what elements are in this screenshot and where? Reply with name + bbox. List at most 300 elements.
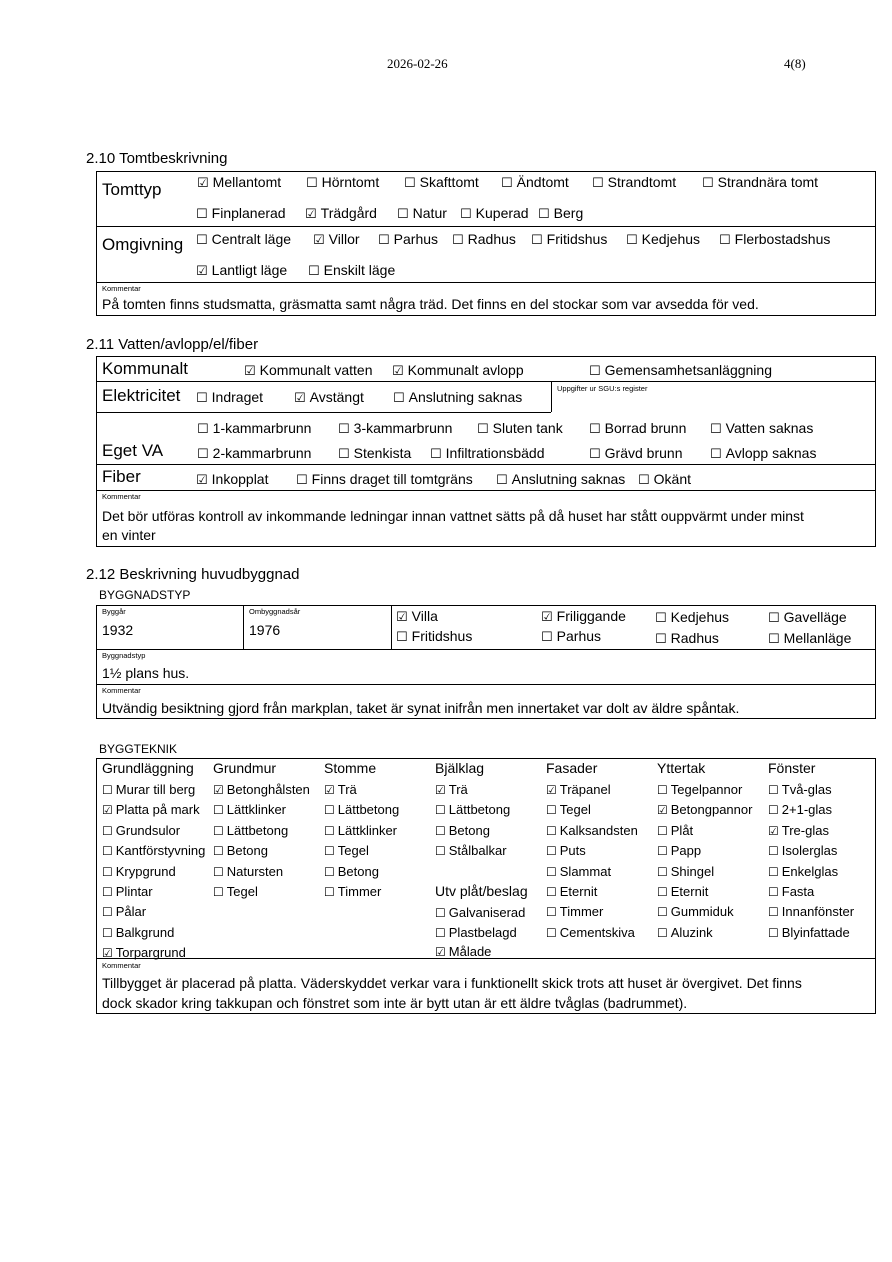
page-date: 2026-02-26 bbox=[387, 56, 448, 71]
unchecked-box-icon: ☐ bbox=[546, 885, 557, 899]
unchecked-box-icon: ☐ bbox=[589, 422, 601, 437]
unchecked-box-icon: ☐ bbox=[102, 905, 113, 920]
unchecked-box-icon: ☐ bbox=[657, 905, 668, 920]
checkbox-murar-till-berg[interactable] bbox=[102, 782, 195, 797]
checkbox-lattbetong[interactable] bbox=[324, 802, 399, 817]
checked-box-icon: ☑ bbox=[244, 364, 256, 379]
checked-box-icon: ☑ bbox=[102, 803, 113, 818]
divider bbox=[96, 649, 876, 650]
checkbox-trapanel[interactable] bbox=[546, 782, 611, 797]
checkbox-label: Fritidshus bbox=[546, 231, 608, 247]
divider bbox=[243, 605, 244, 649]
unchecked-box-icon: ☐ bbox=[324, 864, 335, 879]
checkbox-mellanlage[interactable] bbox=[768, 630, 851, 647]
checkbox-fasta[interactable] bbox=[768, 884, 814, 899]
checkbox-krypgrund[interactable] bbox=[102, 864, 176, 879]
checkbox-slammat[interactable] bbox=[546, 864, 611, 879]
checkbox-label: Infiltrationsbädd bbox=[445, 445, 545, 461]
checkbox-kommunalt-avlopp[interactable] bbox=[392, 362, 524, 379]
unchecked-box-icon: ☐ bbox=[546, 905, 557, 920]
checkbox-galvaniserad[interactable] bbox=[435, 905, 525, 920]
checked-box-icon: ☑ bbox=[213, 783, 224, 797]
checkbox-label: 1-kammarbrunn bbox=[212, 420, 312, 436]
unchecked-box-icon: ☐ bbox=[768, 783, 779, 797]
unchecked-box-icon: ☐ bbox=[435, 925, 446, 940]
checked-box-icon: ☑ bbox=[294, 391, 306, 406]
checkbox-3-kammarbrunn[interactable] bbox=[338, 420, 452, 437]
checked-box-icon: ☑ bbox=[305, 207, 317, 222]
checkbox-label: Betong bbox=[337, 863, 379, 879]
checkbox-label: Lättbetong bbox=[448, 802, 511, 818]
unchecked-box-icon: ☐ bbox=[324, 885, 335, 899]
checkbox-label: Indraget bbox=[211, 389, 264, 405]
checkbox-tegel[interactable] bbox=[213, 884, 258, 899]
checkbox-strandtomt[interactable] bbox=[592, 174, 676, 191]
checkbox-villor[interactable] bbox=[313, 231, 360, 248]
unchecked-box-icon: ☐ bbox=[531, 233, 543, 248]
checkbox-label: Skafttomt bbox=[419, 174, 479, 190]
checkbox-palar[interactable] bbox=[102, 904, 146, 919]
unchecked-box-icon: ☐ bbox=[657, 783, 668, 797]
byggteknik-header: BYGGTEKNIK bbox=[99, 742, 178, 756]
checkbox-label: Friliggande bbox=[556, 608, 626, 624]
checkbox-label: Trä bbox=[337, 782, 357, 797]
checkbox-label: Mellantomt bbox=[212, 174, 282, 190]
checkbox-label: Finns draget till tomtgräns bbox=[311, 471, 473, 487]
checkbox-label: Flerbostadshus bbox=[734, 231, 831, 247]
checkbox-label: Lättklinker bbox=[226, 802, 287, 818]
checkbox-betong[interactable] bbox=[213, 843, 268, 858]
checkbox-label: Centralt läge bbox=[211, 231, 292, 247]
checkbox-label: Aluzink bbox=[670, 924, 713, 940]
checkbox-innanfonster[interactable] bbox=[768, 904, 854, 919]
checkbox-gavellage[interactable] bbox=[768, 609, 847, 626]
checkbox-lattklinker[interactable] bbox=[213, 802, 286, 817]
unchecked-box-icon: ☐ bbox=[501, 176, 513, 191]
unchecked-box-icon: ☐ bbox=[710, 447, 722, 462]
unchecked-box-icon: ☐ bbox=[397, 207, 409, 222]
checkbox-natursten[interactable] bbox=[213, 864, 283, 879]
checkbox-label: Betonghålsten bbox=[226, 782, 310, 797]
checkbox-tva-glas[interactable] bbox=[768, 782, 832, 797]
byggteknik-comment-line1: Tillbygget är placerad på platta. Väderskyddet verkar vara i funktionellt skick trots att huset är övergivet. Det finns bbox=[102, 975, 802, 991]
checked-box-icon: ☑ bbox=[196, 264, 208, 279]
checkbox-kommunalt-vatten[interactable] bbox=[244, 362, 373, 379]
checkbox-andtomt[interactable] bbox=[501, 174, 569, 191]
section-title-vatten: 2.11 Vatten/avlopp/el/fiber bbox=[86, 336, 259, 353]
unchecked-box-icon: ☐ bbox=[657, 885, 668, 899]
checkbox-betong[interactable] bbox=[324, 864, 379, 879]
checkbox-tegelpannor[interactable] bbox=[657, 782, 742, 797]
page-number: 4(8) bbox=[784, 56, 806, 71]
checkbox-label: Lättbetong bbox=[337, 802, 400, 818]
checkbox-parhus[interactable] bbox=[378, 231, 438, 248]
checked-box-icon: ☑ bbox=[197, 176, 209, 191]
checkbox-enkelglas[interactable] bbox=[768, 864, 838, 879]
checkbox-plintar[interactable] bbox=[102, 884, 153, 899]
checkbox-gummiduk[interactable] bbox=[657, 904, 734, 919]
checkbox-label: Inkopplat bbox=[211, 471, 269, 487]
checkbox-label: Plastbelagd bbox=[448, 924, 517, 940]
unchecked-box-icon: ☐ bbox=[213, 864, 224, 879]
checkbox-centralt-lage[interactable] bbox=[196, 231, 291, 248]
checkbox-gravd-brunn[interactable] bbox=[589, 445, 682, 462]
checkbox-sluten-tank[interactable] bbox=[477, 420, 563, 437]
unchecked-box-icon: ☐ bbox=[102, 844, 113, 859]
checkbox-lantligt-lage[interactable] bbox=[196, 262, 287, 279]
unchecked-box-icon: ☐ bbox=[102, 925, 113, 940]
checkbox-plastbelagd[interactable] bbox=[435, 925, 517, 940]
checkbox-avlopp-saknas[interactable] bbox=[710, 445, 816, 462]
checkbox-kantforstyvning[interactable] bbox=[102, 843, 205, 858]
checkbox-label: Grundsulor bbox=[115, 822, 181, 838]
checked-box-icon: ☑ bbox=[768, 823, 779, 838]
checkbox-tra[interactable] bbox=[324, 782, 357, 797]
checkbox-2-kammarbrunn[interactable] bbox=[197, 445, 311, 462]
checkbox-label: 3-kammarbrunn bbox=[353, 420, 453, 436]
checkbox-finplanerad[interactable] bbox=[196, 205, 286, 222]
checkbox-label: Platta på mark bbox=[115, 802, 200, 818]
checkbox-borrad-brunn[interactable] bbox=[589, 420, 686, 437]
checkbox-infiltrationsbadd[interactable] bbox=[430, 445, 545, 462]
checkbox-label: Papp bbox=[670, 843, 702, 859]
vatten-comment-line1: Det bör utföras kontroll av inkommande ledningar innan vattnet sätts på då huset har stått ouppvärmt under minst bbox=[102, 508, 804, 524]
checkbox-label: Stenkista bbox=[353, 445, 412, 461]
checked-box-icon: ☑ bbox=[396, 610, 408, 625]
column-header-yttertak: Yttertak bbox=[657, 760, 706, 776]
checkbox-cementskiva[interactable] bbox=[546, 925, 635, 940]
unchecked-box-icon: ☐ bbox=[638, 473, 650, 488]
unchecked-box-icon: ☐ bbox=[655, 611, 667, 626]
checkbox-label: Träpanel bbox=[559, 782, 611, 797]
checkbox-label: Två-glas bbox=[781, 782, 832, 797]
unchecked-box-icon: ☐ bbox=[546, 864, 557, 879]
checked-box-icon: ☑ bbox=[102, 946, 113, 961]
comment-label: Kommentar bbox=[102, 686, 141, 695]
unchecked-box-icon: ☐ bbox=[768, 844, 779, 859]
checkbox-radhus[interactable] bbox=[452, 231, 516, 248]
byggar-label: Byggår bbox=[102, 607, 126, 616]
unchecked-box-icon: ☐ bbox=[768, 885, 779, 899]
unchecked-box-icon: ☐ bbox=[196, 233, 208, 248]
unchecked-box-icon: ☐ bbox=[710, 422, 722, 437]
checkbox-finns-draget-till-tomtgrans[interactable] bbox=[296, 471, 473, 488]
checkbox-natur[interactable] bbox=[397, 205, 447, 222]
checkbox-label: Radhus bbox=[467, 231, 516, 247]
checkbox-label: Finplanerad bbox=[211, 205, 286, 221]
unchecked-box-icon: ☐ bbox=[538, 207, 550, 222]
checkbox-papp[interactable] bbox=[657, 843, 701, 858]
checkbox-stalbalkar[interactable] bbox=[435, 843, 507, 858]
checkbox-label: Puts bbox=[559, 843, 586, 859]
checkbox-malade[interactable] bbox=[435, 944, 491, 959]
checkbox-label: Murar till berg bbox=[115, 782, 196, 797]
unchecked-box-icon: ☐ bbox=[196, 391, 208, 406]
checkbox-label: Eternit bbox=[559, 884, 598, 899]
checkbox-tra[interactable] bbox=[435, 782, 468, 797]
checkbox-betonghalsten[interactable] bbox=[213, 782, 310, 797]
unchecked-box-icon: ☐ bbox=[460, 207, 472, 222]
unchecked-box-icon: ☐ bbox=[768, 925, 779, 940]
checkbox-label: Mellanläge bbox=[783, 630, 852, 646]
checkbox-label: Plintar bbox=[115, 884, 153, 899]
checkbox-blyinfattade[interactable] bbox=[768, 925, 850, 940]
checked-box-icon: ☑ bbox=[541, 610, 553, 625]
checkbox-betong[interactable] bbox=[435, 823, 490, 838]
unchecked-box-icon: ☐ bbox=[324, 803, 335, 818]
checkbox-mellantomt[interactable] bbox=[197, 174, 281, 191]
omgivning-label: Omgivning bbox=[102, 235, 184, 254]
unchecked-box-icon: ☐ bbox=[338, 422, 350, 437]
checkbox-tre-glas[interactable] bbox=[768, 823, 829, 838]
unchecked-box-icon: ☐ bbox=[213, 823, 224, 838]
checkbox-label: Radhus bbox=[670, 630, 719, 646]
checkbox-kuperad[interactable] bbox=[460, 205, 529, 222]
checkbox-berg[interactable] bbox=[538, 205, 583, 222]
checkbox-label: Enskilt läge bbox=[323, 262, 396, 278]
unchecked-box-icon: ☐ bbox=[324, 823, 335, 838]
unchecked-box-icon: ☐ bbox=[655, 632, 667, 647]
column-header-stomme: Stomme bbox=[324, 760, 377, 776]
checkbox-label: Betongpannor bbox=[670, 802, 753, 818]
checkbox-label: Kalksandsten bbox=[559, 822, 638, 838]
unchecked-box-icon: ☐ bbox=[308, 264, 320, 279]
column-header-fonster: Fönster bbox=[768, 760, 816, 776]
checkbox-label: Kommunalt avlopp bbox=[407, 362, 524, 378]
checkbox-eternit[interactable] bbox=[546, 884, 597, 899]
checkbox-label: Kedjehus bbox=[670, 609, 730, 625]
checkbox-horntomt[interactable] bbox=[306, 174, 379, 191]
checkbox-kalksandsten[interactable] bbox=[546, 823, 638, 838]
unchecked-box-icon: ☐ bbox=[657, 925, 668, 940]
checkbox-label: Parhus bbox=[556, 628, 602, 644]
checked-box-icon: ☑ bbox=[196, 473, 208, 488]
checkbox-balkgrund[interactable] bbox=[102, 925, 174, 940]
checkbox-label: Tegel bbox=[337, 843, 369, 859]
checkbox-label: 2+1-glas bbox=[781, 802, 832, 818]
checkbox-label: Enkelglas bbox=[781, 863, 839, 879]
unchecked-box-icon: ☐ bbox=[435, 823, 446, 838]
checkbox-label: Hörntomt bbox=[321, 174, 380, 190]
unchecked-box-icon: ☐ bbox=[213, 885, 224, 899]
column-header-grundlaggning: Grundläggning bbox=[102, 760, 194, 776]
checkbox-isolerglas[interactable] bbox=[768, 843, 837, 858]
unchecked-box-icon: ☐ bbox=[768, 905, 779, 920]
checkbox-label: Lättbetong bbox=[226, 822, 289, 838]
checkbox-radhus[interactable] bbox=[655, 630, 719, 647]
unchecked-box-icon: ☐ bbox=[546, 803, 557, 818]
checked-box-icon: ☑ bbox=[546, 783, 557, 797]
checkbox-strandnara-tomt[interactable] bbox=[702, 174, 818, 191]
checked-box-icon: ☑ bbox=[324, 783, 335, 797]
unchecked-box-icon: ☐ bbox=[768, 611, 780, 626]
checkbox-enskilt-lage[interactable] bbox=[308, 262, 395, 279]
unchecked-box-icon: ☐ bbox=[296, 473, 308, 488]
unchecked-box-icon: ☐ bbox=[324, 844, 335, 859]
checkbox-label: Vatten saknas bbox=[725, 420, 814, 436]
unchecked-box-icon: ☐ bbox=[589, 364, 601, 379]
checkbox-parhus[interactable] bbox=[541, 628, 601, 645]
checkbox-label: Borrad brunn bbox=[604, 420, 687, 436]
unchecked-box-icon: ☐ bbox=[338, 447, 350, 462]
checkbox-fritidshus[interactable] bbox=[396, 628, 472, 645]
unchecked-box-icon: ☐ bbox=[719, 233, 731, 248]
checkbox-label: Timmer bbox=[559, 904, 604, 920]
unchecked-box-icon: ☐ bbox=[213, 803, 224, 818]
ombyggnadsar-value: 1976 bbox=[249, 622, 281, 638]
checkbox-stenkista[interactable] bbox=[338, 445, 411, 462]
checkbox-tegel[interactable] bbox=[546, 802, 591, 817]
checkbox-label: Gemensamhetsanläggning bbox=[604, 362, 772, 378]
checkbox-fritidshus[interactable] bbox=[531, 231, 607, 248]
unchecked-box-icon: ☐ bbox=[657, 823, 668, 838]
divider bbox=[96, 381, 876, 382]
checkbox-tegel[interactable] bbox=[324, 843, 369, 858]
unchecked-box-icon: ☐ bbox=[546, 844, 557, 859]
checkbox-label: Galvaniserad bbox=[448, 905, 526, 920]
checkbox-kedjehus[interactable] bbox=[655, 609, 729, 626]
checkbox-label: Kedjehus bbox=[641, 231, 701, 247]
checkbox-label: Okänt bbox=[653, 471, 692, 487]
checkbox-lattklinker[interactable] bbox=[324, 823, 397, 838]
checkbox-kedjehus[interactable] bbox=[626, 231, 700, 248]
unchecked-box-icon: ☐ bbox=[393, 391, 405, 406]
unchecked-box-icon: ☐ bbox=[396, 630, 408, 645]
checkbox-label: Berg bbox=[553, 205, 584, 221]
huvudbyggnad-comment: Utvändig besiktning gjord från markplan, taket är synat inifrån men innertaket var dolt av äldre spåntak. bbox=[102, 700, 740, 716]
checkbox-tradgard[interactable] bbox=[305, 205, 377, 222]
checkbox-label: Trä bbox=[448, 782, 468, 797]
column-header-fasader: Fasader bbox=[546, 760, 598, 776]
unchecked-box-icon: ☐ bbox=[477, 422, 489, 437]
checked-box-icon: ☑ bbox=[435, 945, 446, 959]
checkbox-label: Plåt bbox=[670, 822, 694, 838]
checkbox-avstangt[interactable] bbox=[294, 389, 364, 406]
unchecked-box-icon: ☐ bbox=[102, 885, 113, 899]
unchecked-box-icon: ☐ bbox=[435, 906, 446, 920]
unchecked-box-icon: ☐ bbox=[197, 447, 209, 462]
checkbox-timmer[interactable] bbox=[546, 904, 603, 919]
byggnadstyp-label: Byggnadstyp bbox=[102, 651, 146, 660]
checkbox-label: Eternit bbox=[670, 884, 709, 899]
checkbox-label: 2-kammarbrunn bbox=[212, 445, 312, 461]
checkbox-label: Ändtomt bbox=[516, 174, 569, 190]
checkbox-inkopplat[interactable] bbox=[196, 471, 268, 488]
vatten-comment-line2: en vinter bbox=[102, 527, 156, 543]
checked-box-icon: ☑ bbox=[435, 783, 446, 797]
checkbox-lattbetong[interactable] bbox=[213, 823, 288, 838]
unchecked-box-icon: ☐ bbox=[378, 233, 390, 248]
unchecked-box-icon: ☐ bbox=[102, 783, 113, 797]
eget-va-label: Eget VA bbox=[102, 441, 164, 460]
checkbox-label: Gavelläge bbox=[783, 609, 847, 625]
checkbox-label: Tegelpannor bbox=[670, 782, 743, 797]
checkbox-torpargrund[interactable] bbox=[102, 945, 186, 960]
section-title-tomtbeskrivning: 2.10 Tomtbeskrivning bbox=[86, 150, 228, 167]
checkbox-label: Kuperad bbox=[475, 205, 529, 221]
checkbox-label: Kantförstyvning bbox=[115, 843, 206, 859]
checkbox-label: Blyinfattade bbox=[781, 924, 850, 940]
unchecked-box-icon: ☐ bbox=[306, 176, 318, 191]
column-subheader-utv-plat-beslag: Utv plåt/beslag bbox=[435, 883, 528, 899]
checkbox-lattbetong[interactable] bbox=[435, 802, 510, 817]
checkbox-shingel[interactable] bbox=[657, 864, 714, 879]
unchecked-box-icon: ☐ bbox=[589, 447, 601, 462]
divider bbox=[391, 605, 392, 649]
ombyggnadsar-label: Ombyggnadsår bbox=[249, 607, 301, 616]
checkbox-label: Målade bbox=[448, 944, 492, 959]
kommunalt-label: Kommunalt bbox=[102, 359, 188, 378]
checkbox-grundsulor[interactable] bbox=[102, 823, 180, 838]
divider bbox=[96, 226, 876, 227]
checkbox-indraget[interactable] bbox=[196, 389, 263, 406]
checked-box-icon: ☑ bbox=[392, 364, 404, 379]
checkbox-puts[interactable] bbox=[546, 843, 586, 858]
checkbox-label: Kommunalt vatten bbox=[259, 362, 373, 378]
checkbox-label: Sluten tank bbox=[492, 420, 563, 436]
checkbox-label: Timmer bbox=[337, 884, 382, 899]
checkbox-vatten-saknas[interactable] bbox=[710, 420, 813, 437]
checkbox-plat[interactable] bbox=[657, 823, 693, 838]
checkbox-label: Tegel bbox=[559, 802, 591, 818]
checkbox-label: Betong bbox=[226, 843, 268, 859]
checkbox-flerbostadshus[interactable] bbox=[719, 231, 830, 248]
checkbox-okant[interactable] bbox=[638, 471, 691, 488]
checkbox-anslutning-saknas[interactable] bbox=[496, 471, 625, 488]
unchecked-box-icon: ☐ bbox=[541, 630, 553, 645]
divider bbox=[551, 381, 552, 412]
checkbox-skafttomt[interactable] bbox=[404, 174, 479, 191]
checkbox-platta-pa-mark[interactable] bbox=[102, 802, 200, 817]
checkbox-label: Tre-glas bbox=[781, 822, 829, 838]
checkbox-label: Anslutning saknas bbox=[408, 389, 523, 405]
checkbox-anslutning-saknas[interactable] bbox=[393, 389, 522, 406]
checkbox-villa[interactable] bbox=[396, 608, 438, 625]
checkbox-label: Lantligt läge bbox=[211, 262, 288, 278]
section-title-huvudbyggnad: 2.12 Beskrivning huvudbyggnad bbox=[86, 566, 300, 583]
checked-box-icon: ☑ bbox=[313, 233, 325, 248]
unchecked-box-icon: ☐ bbox=[768, 803, 779, 818]
unchecked-box-icon: ☐ bbox=[626, 233, 638, 248]
column-header-grundmur: Grundmur bbox=[213, 760, 277, 776]
unchecked-box-icon: ☐ bbox=[197, 422, 209, 437]
tomt-comment: På tomten finns studsmatta, gräsmatta samt några träd. Det finns en del stockar som var avsedda för ved. bbox=[102, 296, 759, 312]
elektricitet-label: Elektricitet bbox=[102, 386, 181, 405]
comment-label: Kommentar bbox=[102, 961, 141, 970]
unchecked-box-icon: ☐ bbox=[592, 176, 604, 191]
byggteknik-comment-line2: dock skador kring takkupan och fönstret som inte är bytt utan är ett äldre tvåglas (badrummet). bbox=[102, 995, 688, 1011]
checkbox-label: Fasta bbox=[781, 884, 815, 899]
checkbox-timmer[interactable] bbox=[324, 884, 381, 899]
checkbox-1-kammarbrunn[interactable] bbox=[197, 420, 311, 437]
checkbox-betongpannor[interactable] bbox=[657, 802, 752, 817]
divider bbox=[96, 490, 876, 491]
checkbox-friliggande[interactable] bbox=[541, 608, 626, 625]
checkbox-label: Strandnära tomt bbox=[717, 174, 819, 190]
checkbox-aluzink[interactable] bbox=[657, 925, 713, 940]
unchecked-box-icon: ☐ bbox=[657, 844, 668, 859]
checkbox-eternit[interactable] bbox=[657, 884, 708, 899]
divider bbox=[96, 412, 551, 413]
unchecked-box-icon: ☐ bbox=[430, 447, 442, 462]
checkbox-gemensamhetsanlaggning[interactable] bbox=[589, 362, 772, 379]
unchecked-box-icon: ☐ bbox=[102, 823, 113, 838]
checkbox-label: Pålar bbox=[115, 904, 147, 920]
checkbox-label: Innanfönster bbox=[781, 904, 855, 920]
unchecked-box-icon: ☐ bbox=[546, 925, 557, 940]
checkbox-label: Natursten bbox=[226, 863, 284, 879]
checkbox-2-1-glas[interactable] bbox=[768, 802, 832, 817]
